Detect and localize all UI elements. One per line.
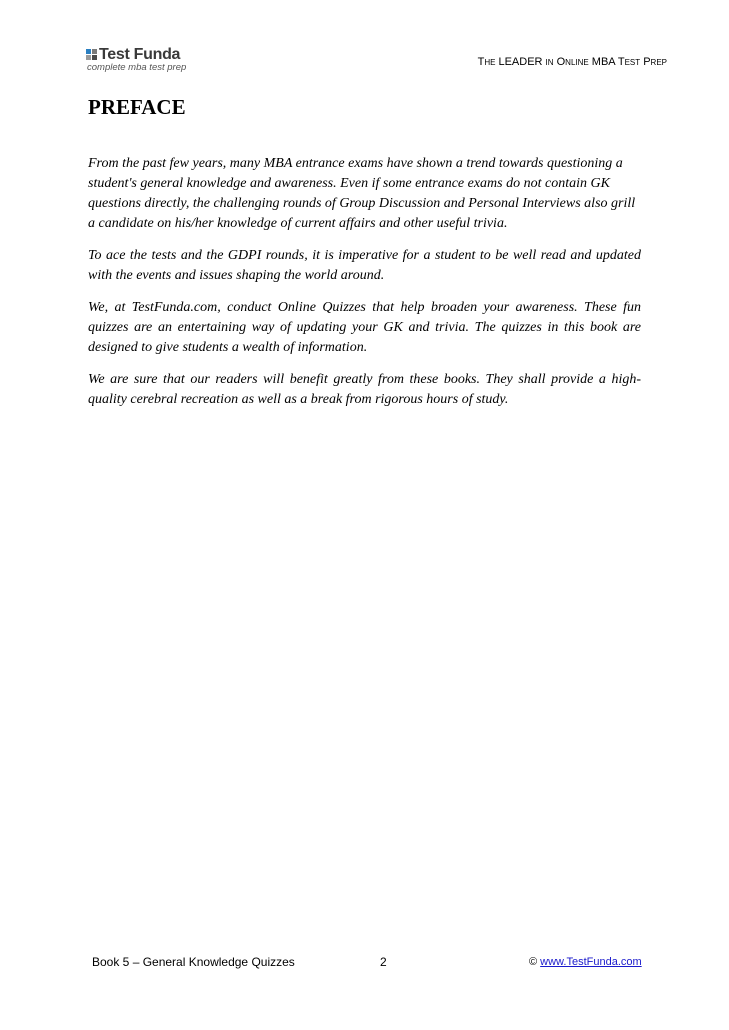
logo-tagline: complete mba test prep [87,62,187,73]
paragraph-1: From the past few years, many MBA entrance exams have shown a trend towards questioning a student's general knowledge and awareness. Even if some entrance exams do not contain GK questions directly, the challenging rounds of Group Discussion and Personal Interviews also grill a candidate on his/her knowledge of current affairs and other useful trivia. [88,156,636,231]
testfunda-logo-icon [86,49,97,61]
footer-page-number: 2 [380,955,387,969]
footer-website-link[interactable]: www.TestFunda.com [540,956,642,968]
testfunda-logo [86,47,196,75]
logo-name: Test Funda [99,46,181,63]
paragraph-4: We are sure that our readers will benefit greatly from these books. They shall provide a high-quality cerebral recreation as well as a break from rigorous hours of study. [88,372,641,407]
footer-copyright [529,956,642,968]
page-title: PREFACE [88,95,186,119]
paragraph-3: We, at TestFunda.com, conduct Online Quizzes that help broaden your awareness. These fun quizzes are an entertaining way of updating your GK and trivia. The quizzes in this book are designed to give students a wealth of information. [88,300,641,355]
paragraph-2: To ace the tests and the GDPI rounds, it is imperative for a student to be well read and updated with the events and issues shaping the world around. [88,248,641,283]
preface-body [88,154,641,422]
header-tagline: The LEADER in Online MBA Test Prep [477,56,667,68]
page-footer [92,955,652,973]
copyright-symbol: © [529,956,538,968]
footer-book-title: Book 5 – General Knowledge Quizzes [92,955,295,969]
